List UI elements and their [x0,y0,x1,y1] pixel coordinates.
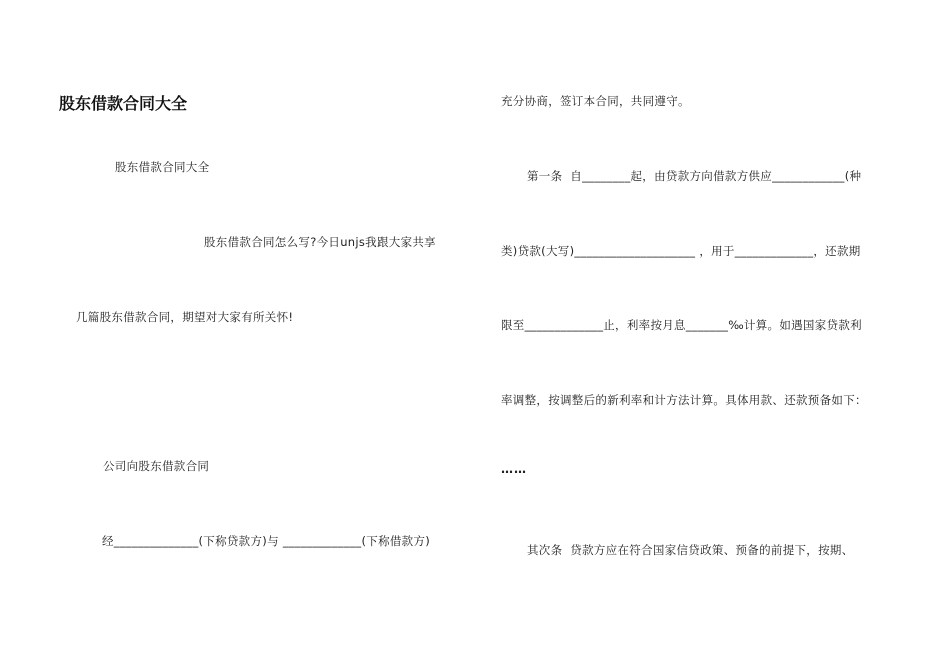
agreement-line: 充分协商，签订本合同，共同遵守。 [501,94,690,108]
intro-line-1: 股东借款合同怎么写?今日unjs我跟大家共享 [204,235,436,249]
document-title: 股东借款合同大全 [59,94,188,113]
article-2-line-1: 其次条 贷款方应在符合国家信贷政策、预备的前提下，按期、 [527,543,854,557]
article-1-line-3: 限至_____________止，利率按月息_______‰计算。如遇国家贷款利 [501,318,862,332]
section-heading: 公司向股东借款合同 [103,459,210,473]
article-1-line-2: 类)贷款(大写)____________________ ，用于_____________，还款期 [501,244,861,258]
ellipsis: …… [501,462,527,476]
article-1-line-4: 率调整，按调整后的新利率和计方法计算。具体用款、还款预备如下： [501,393,867,407]
intro-line-2: 几篇股东借款合同，期望对大家有所关怀! [76,310,294,324]
article-1-line-1: 第一条 自________起，由贷款方向借款方供应____________(种 [527,169,862,183]
subtitle: 股东借款合同大全 [115,160,210,174]
party-line: 经______________(下称贷款方)与 _____________(下称借款方) [102,534,431,548]
